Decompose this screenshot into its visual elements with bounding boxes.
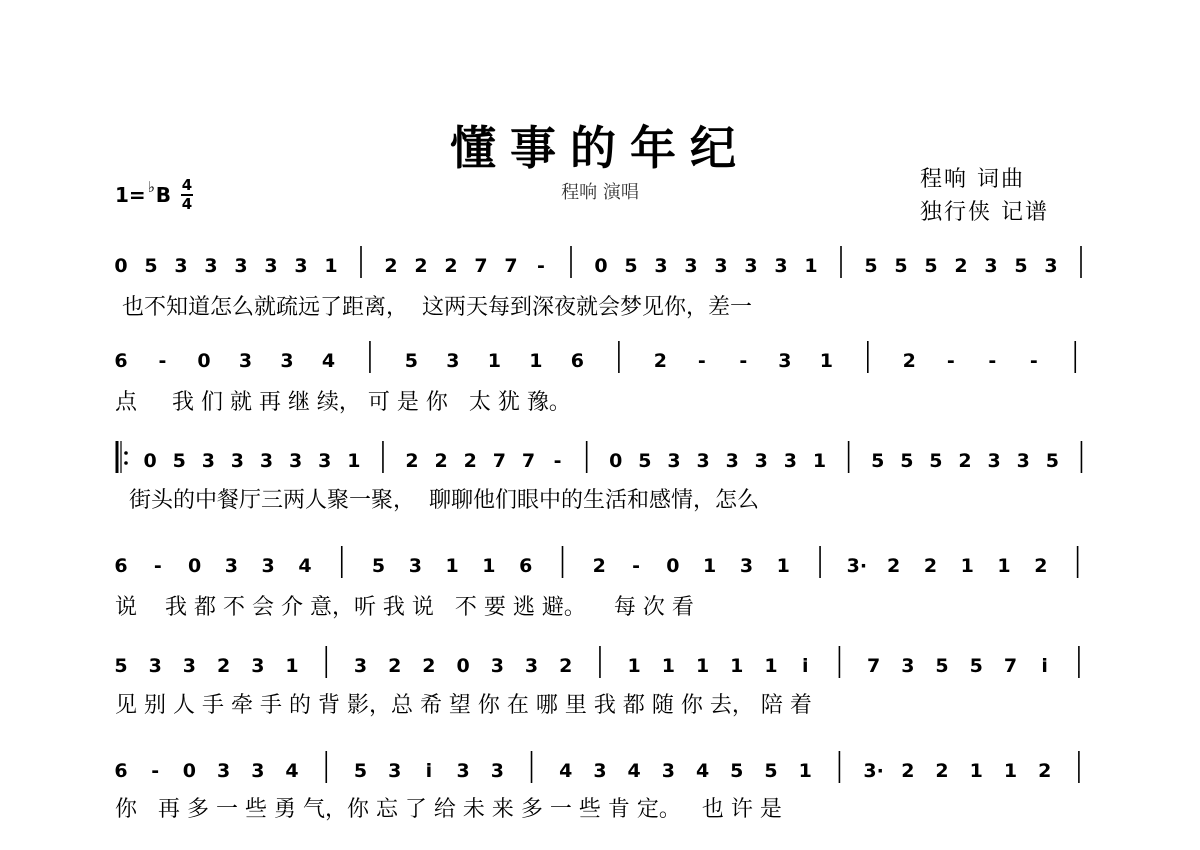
note: 2 xyxy=(653,350,667,372)
note: 3 xyxy=(593,760,607,782)
note: 3 xyxy=(353,655,368,677)
note: 3 xyxy=(754,450,768,472)
note: 1 xyxy=(812,450,827,472)
note: 3 xyxy=(264,255,278,277)
note: 3 xyxy=(714,255,728,277)
note: 7 xyxy=(474,255,488,277)
note: 1 xyxy=(285,655,299,677)
note: 5 xyxy=(353,760,368,782)
notation-row-2 xyxy=(115,345,1090,375)
note: 3 xyxy=(217,760,231,782)
key-note: B xyxy=(155,183,172,207)
note: 5 xyxy=(894,255,908,277)
note: 0 xyxy=(197,350,211,372)
note: 2 xyxy=(434,450,448,472)
note: 6 xyxy=(114,760,128,782)
note-dash: - xyxy=(697,350,706,372)
note: 1 xyxy=(695,655,710,677)
note: 3· xyxy=(846,555,868,577)
notation-row-3 xyxy=(115,445,1090,475)
note: 0 xyxy=(666,555,680,577)
note: 2 xyxy=(444,255,458,277)
song-title: 懂事的年纪 xyxy=(450,121,750,175)
lyrics-row-5: 见 别 人 手 牵 手 的 背 影，总 希 望 你 在 哪 里 我 都 随 你 去， 陪 着 xyxy=(115,693,812,718)
note-dash: - xyxy=(553,450,562,472)
note-dash: - xyxy=(988,350,997,372)
note: 5 xyxy=(172,450,186,472)
note: 3 xyxy=(1044,255,1058,277)
note: 2 xyxy=(217,655,231,677)
note: 2 xyxy=(592,555,606,577)
lyrics-row-4: 说 我 都 不 会 介 意，听 我 说 不 要 逃 避。 每 次 看 xyxy=(115,595,694,620)
note: 7 xyxy=(492,450,506,472)
note: 1 xyxy=(798,760,812,782)
note: 3 xyxy=(901,655,915,677)
note: 3 xyxy=(204,255,218,277)
note: 3 xyxy=(725,450,739,472)
note: 0 xyxy=(182,760,197,782)
note: 1 xyxy=(776,555,790,577)
note: 4 xyxy=(321,350,336,372)
lyrics-row-3: 街头的中餐厅三两人聚一聚， 聊聊他们眼中的生活和感情，怎么 xyxy=(115,488,759,513)
note: 2 xyxy=(902,350,916,372)
note: 3 xyxy=(230,450,245,472)
transcriber-credit: 独行侠 记谱 xyxy=(920,200,1049,225)
note: 2 xyxy=(935,760,949,782)
note: 2 xyxy=(414,255,428,277)
note: 0 xyxy=(456,655,470,677)
note: 3 xyxy=(259,450,274,472)
flat-sign: ♭ xyxy=(147,178,155,196)
note-dash: - xyxy=(537,255,545,277)
notation-row-1 xyxy=(115,250,1090,280)
note: 3 xyxy=(774,255,788,277)
note: 2 xyxy=(1038,760,1052,782)
note: 2 xyxy=(958,450,972,472)
note-dash: - xyxy=(158,350,167,372)
lyrics-row-6: 你 再 多 一 些 勇 气，你 忘 了 给 未 来 多 一 些 肯 定。 也 许 是 xyxy=(115,797,782,822)
note: 2 xyxy=(887,555,901,577)
note: 3 xyxy=(684,255,698,277)
note: 3 xyxy=(251,760,265,782)
note: i xyxy=(425,760,433,782)
note: 3 xyxy=(667,450,681,472)
note: 3 xyxy=(987,450,1001,472)
note: 2 xyxy=(384,255,398,277)
note: 3 xyxy=(234,255,248,277)
note: 5 xyxy=(730,760,744,782)
note: 1 xyxy=(482,555,496,577)
note: 5 xyxy=(764,760,778,782)
note: 3 xyxy=(408,555,422,577)
note: 1 xyxy=(764,655,778,677)
note: 2 xyxy=(463,450,477,472)
note: 5 xyxy=(1045,450,1059,472)
note-dash: - xyxy=(153,555,162,577)
note-dash: - xyxy=(739,350,748,372)
notation-svg-4 xyxy=(115,550,1090,580)
note: 3· xyxy=(863,760,884,782)
note: 3 xyxy=(294,255,308,277)
note: 3 xyxy=(388,760,402,782)
note: 6 xyxy=(570,350,585,372)
note: 2 xyxy=(559,655,573,677)
note: 5 xyxy=(871,450,885,472)
notation-row-4 xyxy=(115,550,1090,580)
note: 5 xyxy=(371,555,386,577)
time-bottom: 4 xyxy=(181,195,193,213)
note: 3 xyxy=(661,760,675,782)
lyrics-row-2: 点 我 们 就 再 继 续， 可 是 你 太 犹 豫。 xyxy=(115,390,571,415)
note: 6 xyxy=(114,555,128,577)
note: 2 xyxy=(901,760,915,782)
note: 5 xyxy=(404,350,419,372)
notation-svg-2 xyxy=(115,345,1090,375)
note: 5 xyxy=(924,255,938,277)
note: 5 xyxy=(935,655,949,677)
note: 2 xyxy=(954,255,968,277)
note: 3 xyxy=(456,760,470,782)
note: 3 xyxy=(148,655,162,677)
note: 3 xyxy=(696,450,710,472)
note: 1 xyxy=(969,760,983,782)
note: i xyxy=(801,655,809,677)
note: 1 xyxy=(997,555,1011,577)
note: 3 xyxy=(778,350,792,372)
key-signature xyxy=(115,178,193,212)
notation-svg-3 xyxy=(115,445,1090,475)
note: 6 xyxy=(114,350,128,372)
note: 3 xyxy=(524,655,539,677)
note: 2 xyxy=(923,555,938,577)
note: 3 xyxy=(224,555,238,577)
note: 0 xyxy=(114,255,128,277)
note-dash: - xyxy=(1029,350,1038,372)
note: 1 xyxy=(1003,760,1018,782)
note: 3 xyxy=(984,255,998,277)
note: 5 xyxy=(969,655,983,677)
note: 3 xyxy=(174,255,188,277)
time-top: 4 xyxy=(181,176,193,194)
note: 3 xyxy=(280,350,294,372)
notation-svg-5 xyxy=(115,650,1090,680)
note: 5 xyxy=(900,450,914,472)
note: 4 xyxy=(559,760,573,782)
repeat-start-sign xyxy=(117,441,128,473)
note: 7 xyxy=(1003,655,1018,677)
note: 1 xyxy=(347,450,361,472)
note: 1 xyxy=(960,555,974,577)
note: 4 xyxy=(695,760,710,782)
note: 0 xyxy=(143,450,157,472)
note: 1 xyxy=(487,350,502,372)
note: 2 xyxy=(422,655,436,677)
note: 0 xyxy=(609,450,623,472)
note: 2 xyxy=(405,450,419,472)
note: 1 xyxy=(445,555,459,577)
note: 3 xyxy=(744,255,758,277)
note-dash: - xyxy=(151,760,160,782)
note: 0 xyxy=(594,255,608,277)
note: 3 xyxy=(182,655,197,677)
note: 1 xyxy=(529,350,543,372)
note: 3 xyxy=(289,450,303,472)
note: 7 xyxy=(504,255,518,277)
note: 5 xyxy=(144,255,158,277)
note: 5 xyxy=(624,255,638,277)
note: 5 xyxy=(1014,255,1028,277)
lyrics-row-1: 也不知道怎么就疏远了距离， 这两天每到深夜就会梦见你，差一 xyxy=(115,295,752,320)
note: 1 xyxy=(730,655,744,677)
note: 5 xyxy=(864,255,878,277)
notation-row-6 xyxy=(115,755,1090,785)
note: 3 xyxy=(1016,450,1030,472)
note: 0 xyxy=(187,555,202,577)
note: 3 xyxy=(251,655,265,677)
note: 7 xyxy=(521,450,536,472)
note: 6 xyxy=(519,555,533,577)
composer-credit: 程响 词曲 xyxy=(920,167,1025,192)
singer-credit: 程响 演唱 xyxy=(561,182,639,203)
note: 3 xyxy=(490,655,504,677)
note: 1 xyxy=(627,655,641,677)
note: 3 xyxy=(490,760,504,782)
note-dash: - xyxy=(632,555,641,577)
notation-svg-6 xyxy=(115,755,1090,785)
note: 1 xyxy=(804,255,818,277)
note: 1 xyxy=(661,655,675,677)
note: 4 xyxy=(627,760,641,782)
note: 2 xyxy=(388,655,402,677)
note: 3 xyxy=(783,450,798,472)
note-dash: - xyxy=(946,350,955,372)
note: i xyxy=(1041,655,1048,677)
note: 5 xyxy=(929,450,943,472)
note: 1 xyxy=(819,350,833,372)
note: 1 xyxy=(703,555,717,577)
note: 2 xyxy=(1034,555,1048,577)
note: 3 xyxy=(446,350,460,372)
note: 5 xyxy=(638,450,652,472)
note: 3 xyxy=(201,450,215,472)
note: 7 xyxy=(867,655,881,677)
note: 1 xyxy=(324,255,338,277)
notation-row-5 xyxy=(115,650,1090,680)
notation-svg-1 xyxy=(115,250,1090,280)
note: 3 xyxy=(318,450,332,472)
note: 3 xyxy=(739,555,754,577)
note: 5 xyxy=(114,655,128,677)
time-signature xyxy=(181,178,193,212)
note: 4 xyxy=(285,760,299,782)
key-prefix: 1= xyxy=(115,183,146,207)
note: 4 xyxy=(298,555,312,577)
note: 3 xyxy=(238,350,253,372)
note: 3 xyxy=(654,255,668,277)
note: 3 xyxy=(261,555,275,577)
